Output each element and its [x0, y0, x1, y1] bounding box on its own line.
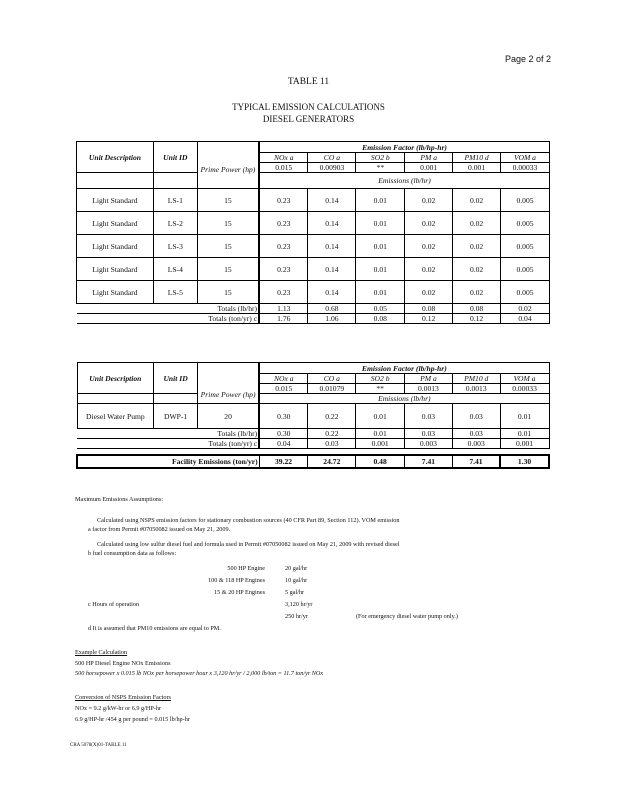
total-value: 1.06 [308, 314, 356, 324]
emission-value: 0.02 [453, 212, 501, 235]
unit-description-header: Unit Description [77, 363, 154, 394]
facility-row [77, 455, 549, 468]
unit-description: Light Standard [77, 281, 154, 304]
total-value: 0.08 [453, 304, 501, 314]
unit-description: Light Standard [77, 235, 154, 258]
pollutant-header: SO2 b [356, 374, 405, 384]
hours-value-1: 3,120 hr/yr [285, 601, 313, 608]
emission-value: 0.01 [356, 404, 405, 429]
emission-factor-value: ** [356, 384, 405, 394]
footnote-a-line2 [88, 525, 399, 534]
table-row [77, 258, 550, 281]
calculation-title-line1: TYPICAL EMISSION CALCULATIONS [232, 102, 385, 112]
total-value: 0.003 [405, 439, 453, 449]
unit-id-header: Unit ID [154, 363, 198, 394]
prime-power: 15 [197, 281, 259, 304]
emission-value: 0.01 [500, 404, 549, 429]
example-heading: Example Calculation [75, 649, 128, 656]
emission-value: 0.02 [405, 281, 453, 304]
total-value: 0.03 [405, 429, 453, 439]
total-value: 0.003 [452, 439, 500, 449]
header-spacer [154, 394, 198, 404]
emission-factor-value: 0.00033 [501, 163, 550, 173]
footer-reference: CRA 5078(X)01-TABLE 11 [70, 743, 127, 748]
example-formula: 500 horsepower x 0.015 lb NOx per horsepower hour x 3,120 hr/yr / 2,000 lb/ton = 11.7 ton/yr NOx [75, 670, 324, 677]
emission-value: 0.02 [453, 281, 501, 304]
emissions-subheader: Emissions (lb/hr) [259, 173, 549, 189]
pollutant-header: NOx a [259, 153, 308, 163]
emission-value: 0.01 [356, 281, 405, 304]
total-value: 0.08 [356, 314, 405, 324]
fuel-label: 500 HP Engine [227, 565, 265, 572]
table-row [77, 281, 550, 304]
page-number: Page 2 of 2 [505, 54, 552, 64]
emission-factor-value: 0.0013 [405, 384, 453, 394]
total-value: 0.30 [259, 429, 308, 439]
total-value: 0.04 [259, 439, 308, 449]
unit-description: Diesel Water Pump [77, 404, 154, 429]
facility-value: 0.48 [356, 455, 405, 468]
footnote-c [88, 600, 139, 609]
emission-value: 0.14 [308, 212, 356, 235]
total-value: 0.08 [405, 304, 453, 314]
unit-id: LS-1 [153, 189, 197, 212]
emission-value: 0.01 [356, 189, 405, 212]
pollutant-header: PM a [405, 153, 453, 163]
table-title: TABLE 11 [287, 77, 330, 87]
pollutant-header: VOM a [500, 374, 549, 384]
total-value: 0.22 [308, 429, 356, 439]
facility-value: 7.41 [452, 455, 500, 468]
total-value: 0.04 [501, 314, 550, 324]
hours-value-2: 250 hr/yr [285, 613, 308, 620]
emission-value: 0.005 [501, 189, 550, 212]
emission-value: 0.30 [259, 404, 308, 429]
table-row [77, 404, 549, 429]
prime-power: 15 [197, 258, 259, 281]
totals-tonyr-label: Totals (ton/yr) c [77, 314, 260, 324]
emission-value: 0.01 [356, 212, 405, 235]
emission-factor-value: 0.00903 [308, 163, 356, 173]
emission-value: 0.01 [356, 235, 405, 258]
facility-value: 7.41 [405, 455, 453, 468]
total-value: 0.02 [501, 304, 550, 314]
footnote-marker: d [88, 625, 93, 632]
totals-row [77, 429, 549, 439]
total-value: 1.13 [259, 304, 308, 314]
header-spacer [77, 173, 154, 189]
unit-description: Light Standard [77, 212, 154, 235]
total-value: 0.12 [453, 314, 501, 324]
emission-factor-value: 0.015 [259, 384, 308, 394]
prime-power: 20 [198, 404, 260, 429]
footnote-b [88, 540, 399, 558]
emission-factor-value: ** [356, 163, 405, 173]
emission-value: 0.23 [259, 212, 308, 235]
conversion-heading: Conversion of NSPS Emission Factors [75, 694, 171, 701]
unit-id: LS-4 [153, 258, 197, 281]
table-row [77, 212, 550, 235]
footnote-a [88, 516, 399, 534]
emission-value: 0.23 [259, 258, 308, 281]
water-pump-emissions-table [76, 362, 550, 469]
pollutant-header: PM10 d [452, 374, 500, 384]
fuel-label: 15 & 20 HP Engines [214, 589, 265, 596]
totals-row [77, 304, 550, 314]
hours-label: Hours of operation [92, 601, 140, 608]
unit-id: LS-3 [153, 235, 197, 258]
emission-value: 0.23 [259, 189, 308, 212]
facility-value: 39.22 [259, 455, 308, 468]
total-value: 0.12 [405, 314, 453, 324]
unit-description: Light Standard [77, 189, 154, 212]
emission-factor-value: 0.00033 [500, 384, 549, 394]
totals-row [77, 439, 549, 449]
total-value: 0.03 [452, 429, 500, 439]
prime-power: 15 [197, 212, 259, 235]
total-value: 0.05 [356, 304, 405, 314]
footnote-marker: c [88, 601, 93, 608]
prime-power: 15 [197, 189, 259, 212]
total-value: 0.68 [308, 304, 356, 314]
pollutant-header: VOM a [501, 153, 550, 163]
fuel-label: 100 & 118 HP Engines [208, 577, 265, 584]
unit-id: DWP-1 [154, 404, 198, 429]
total-value: 0.01 [356, 429, 405, 439]
emission-value: 0.02 [405, 212, 453, 235]
emission-value: 0.14 [308, 189, 356, 212]
conversion-line1: NOx = 9.2 g/kW-hr or 6.9 g/HP-hr [75, 705, 161, 712]
prime-power-header: Prime Power (hp) [198, 363, 260, 404]
light-standard-emissions-table [76, 141, 550, 324]
fuel-value: 5 gal/hr [285, 589, 305, 596]
header-spacer [77, 394, 154, 404]
emission-factor-value: 0.001 [453, 163, 501, 173]
pollutant-header: CO a [308, 374, 356, 384]
unit-description: Light Standard [77, 258, 154, 281]
emission-value: 0.005 [501, 212, 550, 235]
emission-value: 0.23 [259, 281, 308, 304]
emission-factor-value: 0.01079 [308, 384, 356, 394]
footnote-b-line2 [88, 549, 399, 558]
total-value: 0.01 [500, 429, 549, 439]
hours-note: (For emergency diesel water pump only.) [356, 613, 458, 620]
emission-factor-value: 0.0013 [452, 384, 500, 394]
facility-emissions-label: Facility Emissions (ton/yr) [77, 455, 259, 468]
emission-value: 0.22 [308, 404, 356, 429]
prime-power-header: Prime Power (hp) [197, 142, 259, 189]
totals-lbhr-label: Totals (lb/hr) [77, 429, 259, 439]
emission-value: 0.14 [308, 258, 356, 281]
emission-value: 0.005 [501, 281, 550, 304]
footnote-d [88, 624, 221, 633]
emission-factor-value: 0.001 [405, 163, 453, 173]
table-row [77, 235, 550, 258]
emission-value: 0.005 [501, 258, 550, 281]
emission-value: 0.02 [453, 258, 501, 281]
totals-lbhr-label: Totals (lb/hr) [77, 304, 260, 314]
emission-factor-header: Emission Factor (lb/hp-hr) [259, 142, 549, 153]
emission-value: 0.02 [405, 235, 453, 258]
conversion-line2: 6.9 g/HP-hr /454 g per pound = 0.015 lb/hp-hr [75, 716, 190, 723]
emission-value: 0.03 [405, 404, 453, 429]
emission-value: 0.01 [356, 258, 405, 281]
calculation-title-line2: DIESEL GENERATORS [262, 114, 355, 124]
footnote-b-line1: Calculated using low sulfur diesel fuel and formula used in Permit #07050082 issued on May 21, 2009 with revised diesel [97, 541, 400, 548]
emission-value: 0.02 [453, 189, 501, 212]
footnote-marker: a [88, 526, 93, 533]
pollutant-header: PM a [405, 374, 453, 384]
totals-row [77, 314, 550, 324]
emission-factor-value: 0.015 [259, 163, 308, 173]
emission-value: 0.23 [259, 235, 308, 258]
emission-value: 0.02 [405, 258, 453, 281]
emissions-subheader: Emissions (lb/hr) [259, 394, 549, 404]
footnote-marker: b [88, 550, 93, 557]
unit-id: LS-2 [153, 212, 197, 235]
facility-value: 1.30 [500, 455, 549, 468]
unit-id: LS-5 [153, 281, 197, 304]
footnote-a-line1: Calculated using NSPS emission factors for stationary combustion sources (40 CFR Part 89, Section 112). VOM emission [97, 517, 400, 524]
header-spacer [153, 173, 197, 189]
total-value: 0.03 [308, 439, 356, 449]
prime-power: 15 [197, 235, 259, 258]
calculation-title [0, 101, 617, 125]
total-value: 0.001 [500, 439, 549, 449]
emission-value: 0.14 [308, 281, 356, 304]
emission-value: 0.03 [452, 404, 500, 429]
pollutant-header: CO a [308, 153, 356, 163]
emission-value: 0.005 [501, 235, 550, 258]
footnote-b-line2-text: fuel consumption data as follows: [92, 550, 177, 557]
footnote-d-text: It is assumed that PM10 emissions are equal to PM. [92, 625, 221, 632]
total-value: 1.76 [259, 314, 308, 324]
total-value: 0.001 [356, 439, 405, 449]
emission-value: 0.02 [453, 235, 501, 258]
pollutant-header: NOx a [259, 374, 308, 384]
pollutant-header: SO2 b [356, 153, 405, 163]
totals-tonyr-label: Totals (ton/yr) c [77, 439, 259, 449]
emission-value: 0.14 [308, 235, 356, 258]
unit-id-header: Unit ID [153, 142, 197, 173]
pollutant-header: PM10 d [453, 153, 501, 163]
example-subheading: 500 HP Diesel Engine NOx Emissions [75, 660, 171, 667]
table-row [77, 189, 550, 212]
emission-factor-header: Emission Factor (lb/hp-hr) [259, 363, 549, 374]
unit-description-header: Unit Description [77, 142, 154, 173]
fuel-value: 20 gal/hr [285, 565, 308, 572]
footnote-a-line2-text: factor from Permit #07050082 issued on May 21, 2009. [92, 526, 231, 533]
fuel-value: 10 gal/hr [285, 577, 308, 584]
facility-value: 24.72 [308, 455, 356, 468]
assumptions-heading: Maximum Emissions Assumptions: [75, 496, 164, 503]
emission-value: 0.02 [405, 189, 453, 212]
